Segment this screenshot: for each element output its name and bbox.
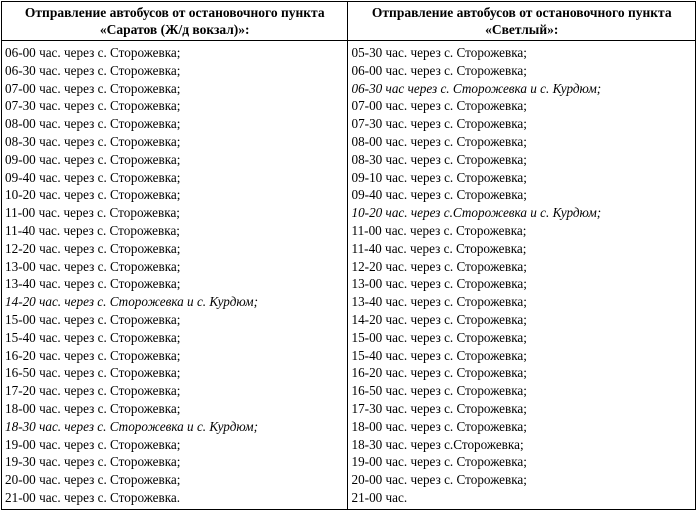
right-departure-item: 08-30 час. через с. Сторожевка;: [351, 151, 527, 167]
left-departure-item: 07-00 час. через с. Сторожевка;: [5, 80, 181, 96]
left-departure-item: 15-00 час. через с. Сторожевка;: [5, 311, 181, 327]
left-departure-item: 16-50 час. через с. Сторожевка;: [5, 365, 181, 381]
left-departure-item: 14-20 час. через с. Сторожевка и с. Курдюм;: [5, 294, 258, 310]
right-departure-item: 10-20 час. через с.Сторожевка и с. Курдюм;: [351, 205, 602, 221]
right-departure-item: 17-30 час. через с. Сторожевка;: [351, 400, 527, 416]
header-row: [2, 2, 696, 41]
right-schedule-cell: [348, 41, 696, 510]
right-departure-item: 15-40 час. через с. Сторожевка;: [351, 347, 527, 363]
left-departure-item: 18-30 час. через с. Сторожевка и с. Курдюм;: [5, 418, 258, 434]
right-departure-item: 15-00 час. через с. Сторожевка;: [351, 329, 527, 345]
left-header-line1: Отправление автобусов от остановочного пункта: [24, 5, 325, 20]
left-departure-list: [2, 41, 347, 507]
right-departure-item: 09-40 час. через с. Сторожевка;: [351, 187, 527, 203]
left-departure-item: 18-00 час. через с. Сторожевка;: [5, 400, 181, 416]
left-departure-item: 11-40 час. через с. Сторожевка;: [5, 222, 180, 238]
right-departure-item: 06-30 час через с. Сторожевка и с. Курдюм;: [351, 80, 602, 96]
right-departure-item: 06-00 час. через с. Сторожевка;: [351, 62, 527, 78]
left-departure-item: 17-20 час. через с. Сторожевка;: [5, 383, 181, 399]
right-departure-item: 21-00 час.: [351, 489, 408, 505]
left-header-line2: «Саратов (Ж/д вокзал)»:: [99, 22, 250, 37]
right-departure-item: 11-40 час. через с. Сторожевка;: [351, 240, 527, 256]
left-schedule-cell: [2, 41, 348, 510]
left-departure-item: 07-30 час. через с. Сторожевка;: [5, 98, 181, 114]
right-departure-item: 05-30 час. через с. Сторожевка;: [351, 45, 527, 60]
left-departure-item: 13-40 час. через с. Сторожевка;: [5, 276, 181, 292]
right-departure-item: 16-50 час. через с. Сторожевка;: [351, 383, 527, 399]
right-departure-item: 13-00 час. через с. Сторожевка;: [351, 276, 527, 292]
left-departure-item: 16-20 час. через с. Сторожевка;: [5, 347, 181, 363]
right-departure-item: 19-00 час. через с. Сторожевка;: [351, 454, 527, 470]
right-departure-item: 07-00 час. через с. Сторожевка;: [351, 98, 527, 114]
left-departure-item: 10-20 час. через с. Сторожевка;: [5, 187, 181, 203]
right-departure-item: 11-00 час. через с. Сторожевка;: [351, 222, 527, 238]
right-departure-list: [348, 41, 695, 507]
left-departure-item: 06-30 час. через с. Сторожевка;: [5, 62, 181, 78]
right-header-line1: Отправление автобусов от остановочного пункта: [371, 5, 672, 20]
left-departure-item: 13-00 час. через с. Сторожевка;: [5, 258, 181, 274]
body-row: [2, 41, 696, 510]
right-departure-item: 20-00 час. через с. Сторожевка;: [351, 472, 527, 488]
right-header-line2: «Светлый»:: [485, 22, 559, 37]
left-departure-item: 19-00 час. через с. Сторожевка;: [5, 436, 181, 452]
left-departure-item: 08-00 час. через с. Сторожевка;: [5, 116, 181, 132]
left-column-header: [2, 2, 348, 41]
right-departure-item: 18-30 час. через с.Сторожевка;: [351, 436, 524, 452]
left-departure-item: 21-00 час. через с. Сторожевка.: [5, 489, 181, 505]
right-departure-item: 14-20 час. через с. Сторожевка;: [351, 311, 527, 327]
right-departure-item: 16-20 час. через с. Сторожевка;: [351, 365, 527, 381]
right-column-header: [348, 2, 696, 41]
left-departure-item: 12-20 час. через с. Сторожевка;: [5, 240, 181, 256]
left-departure-item: 20-00 час. через с. Сторожевка;: [5, 472, 181, 488]
left-departure-item: 06-00 час. через с. Сторожевка;: [5, 45, 181, 60]
left-departure-item: 11-00 час. через с. Сторожевка;: [5, 205, 180, 221]
right-departure-item: 12-20 час. через с. Сторожевка;: [351, 258, 527, 274]
left-departure-item: 08-30 час. через с. Сторожевка;: [5, 133, 181, 149]
left-departure-item: 15-40 час. через с. Сторожевка;: [5, 329, 181, 345]
right-departure-item: 13-40 час. через с. Сторожевка;: [351, 294, 527, 310]
left-departure-item: 19-30 час. через с. Сторожевка;: [5, 454, 181, 470]
left-departure-item: 09-00 час. через с. Сторожевка;: [5, 151, 181, 167]
right-departure-item: 08-00 час. через с. Сторожевка;: [351, 133, 527, 149]
left-departure-item: 09-40 час. через с. Сторожевка;: [5, 169, 181, 185]
right-departure-item: 07-30 час. через с. Сторожевка;: [351, 116, 527, 132]
right-departure-item: 18-00 час. через с. Сторожевка;: [351, 418, 527, 434]
bus-schedule-table: [1, 1, 696, 510]
right-departure-item: 09-10 час. через с. Сторожевка;: [351, 169, 527, 185]
